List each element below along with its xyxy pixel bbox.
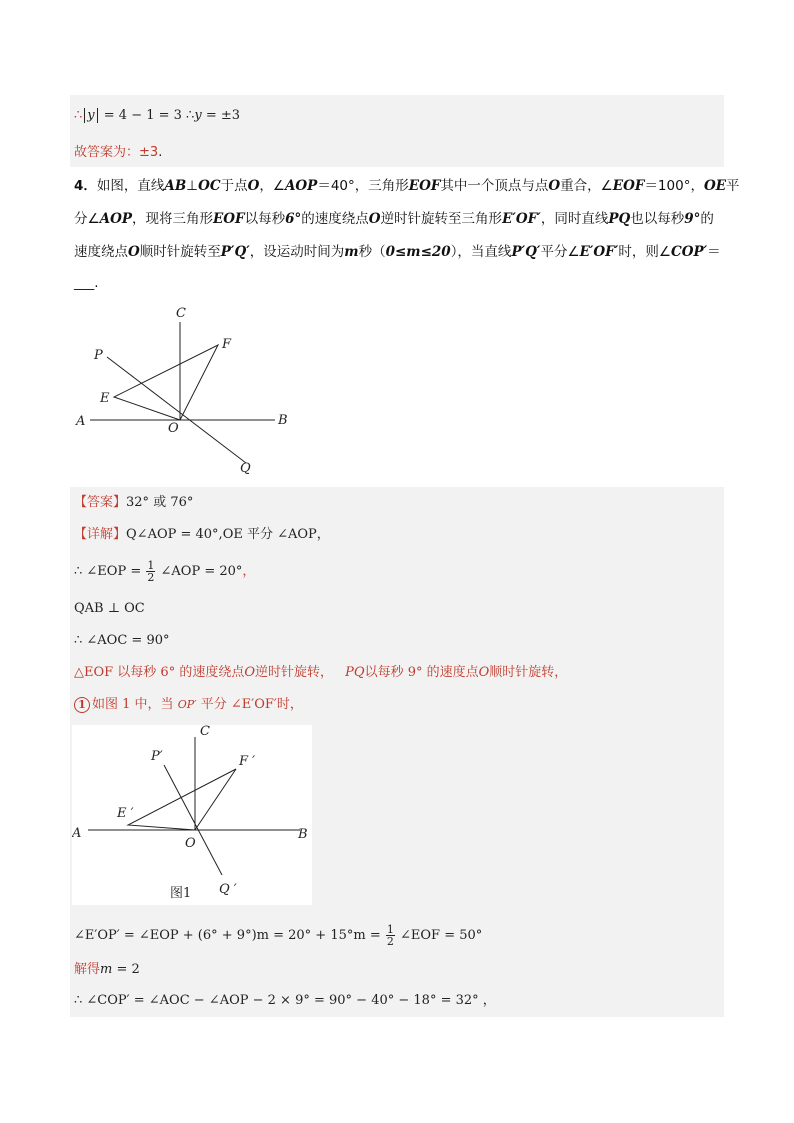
figure-original (70, 300, 300, 480)
solve-value: = 2 (112, 962, 140, 977)
label-b: B (278, 413, 288, 428)
question-math: O (368, 211, 381, 227)
fraction-den: 2 (147, 571, 155, 584)
question-math: COP′ (670, 244, 708, 260)
question-math: EOF (612, 178, 645, 194)
fig1-label-c: C (200, 725, 210, 739)
y-eq: = ±3 (201, 108, 241, 123)
fig1-label-q: Q ′ (219, 882, 237, 897)
line-pq (107, 357, 246, 463)
question-line-1 (74, 178, 740, 194)
label-a: A (76, 414, 86, 429)
step-solve (74, 962, 140, 978)
question-text: 速度绕点 (74, 244, 128, 260)
eop-pre: ∴ ∠EOP = (74, 564, 142, 579)
answer-end: . (158, 145, 163, 160)
question-math: AOP (99, 211, 132, 227)
label-p: P (94, 348, 103, 363)
fraction-num: 1 (147, 559, 155, 572)
case-one-line (74, 697, 303, 713)
step-rotation (74, 665, 567, 681)
rot-pq: PQ (345, 665, 365, 680)
detail-line (74, 527, 330, 543)
question-text: 的速度绕点 (301, 211, 369, 227)
question-math: AOP (284, 178, 318, 194)
rot-b: 逆时针旋转， (255, 665, 334, 680)
step-eop (74, 560, 255, 583)
y-var: y (194, 108, 202, 123)
question-text: 重合，∠ (560, 178, 613, 194)
answer-tag-line (74, 495, 193, 511)
question-text: ，设运动时间为 (249, 244, 345, 260)
step-abs-y (74, 108, 240, 124)
question-math: O (247, 178, 260, 194)
question-math: OC (198, 178, 221, 194)
fig1-line-pq (164, 765, 222, 875)
step-perp: QAB ⊥ OC (74, 601, 145, 616)
fig1-label-p: P′ (151, 749, 163, 764)
detail-text: Q∠AOP = 40°,OE 平分 ∠AOP， (126, 527, 330, 542)
question-text: 时，则∠ (618, 244, 671, 260)
solution-band-top (70, 95, 724, 167)
label-c: C (176, 306, 186, 321)
question-number: 4． (74, 178, 97, 194)
question-text-1 (97, 178, 740, 194)
answer-label: 故答案为： (74, 145, 140, 160)
fig1-label-o: O (185, 836, 196, 851)
eq-frac-den: 2 (386, 935, 394, 948)
question-math: P′Q′ (511, 244, 541, 260)
rot-o2: O (478, 665, 490, 680)
case-number: 1 (74, 697, 90, 713)
answer-values: 32° 或 76° (126, 495, 194, 510)
case-a: 如图 1 中，当 (92, 697, 174, 712)
question-text: 如图，直线 (96, 178, 165, 194)
rot-e: 顺时针旋转， (489, 665, 568, 680)
rot-a: △EOF 以每秒 6° 的速度绕点 (74, 665, 245, 680)
eop-post: ∠AOP = 20° (160, 564, 243, 579)
question-text: 平分∠ (540, 244, 580, 260)
question-math: O (128, 244, 140, 260)
question-text-3 (74, 244, 721, 260)
abs-eq: = 4 − 1 = 3 ∴ (99, 108, 195, 123)
label-f: F (222, 337, 232, 352)
question-text: ＝100°， (644, 178, 704, 194)
answer-value: ±3 (139, 145, 159, 160)
question-math: OE (703, 178, 727, 194)
triangle-eof (114, 345, 218, 420)
question-text: ＝40°，三角形 (317, 178, 409, 194)
question-text: ），当直线 (450, 244, 512, 260)
question-text: ，∠ (259, 178, 285, 194)
question-text: 分∠ (74, 211, 100, 227)
question-math: O (548, 178, 561, 194)
case-op: OP′ (177, 698, 197, 711)
label-e: E (100, 391, 110, 406)
rot-d: 以每秒 9° 的速度点 (364, 665, 479, 680)
rot-o1: O (244, 665, 256, 680)
question-math: 6° (285, 211, 302, 227)
eop-comma: ， (242, 564, 256, 579)
question-math: P′Q′ (220, 244, 250, 260)
question-math: E′OF′ (502, 211, 541, 227)
question-text-2 (74, 211, 714, 227)
question-text: ⊥ (186, 178, 199, 194)
question-text: ，同时直线 (540, 211, 609, 227)
figure-1 (72, 725, 312, 905)
question-text: ＝ (707, 244, 721, 260)
question-math: 9° (684, 211, 701, 227)
question-text: 于点 (220, 178, 248, 194)
step-cop: ∴ ∠COP′ = ∠AOC − ∠AOP − 2 × 9° = 90° − 40° − 18° = 32° ， (74, 993, 496, 1008)
question-text: 逆时针旋转至三角形 (380, 211, 503, 227)
fig1-label-e: E ′ (117, 806, 134, 821)
question-text: 平 (726, 178, 740, 194)
eq-pre: ∠E′OP′ = ∠EOP + (6° + 9°)m = 20° + 15°m = (74, 928, 381, 943)
eq-post: ∠EOF = 50° (400, 928, 483, 943)
question-blank: ___. (74, 275, 99, 291)
question-math: m (344, 244, 359, 260)
solve-label: 解得 (74, 962, 101, 977)
question-text: 顺时针旋转至 (139, 244, 221, 260)
fig1-label-a: A (72, 826, 82, 841)
question-text: 以每秒 (244, 211, 286, 227)
detail-tag: 【详解】 (74, 527, 127, 542)
question-math: E′OF′ (579, 244, 619, 260)
abs-value: y (84, 108, 97, 123)
eq-frac-num: 1 (386, 923, 394, 936)
question-math: EOF (408, 178, 441, 194)
fig1-label-b: B (298, 827, 308, 842)
solve-m: m (100, 962, 113, 977)
fig1-caption: 图1 (170, 886, 192, 901)
eq-fraction (386, 924, 395, 947)
step-equation (74, 924, 482, 947)
label-q: Q (240, 461, 251, 476)
question-math: AB (164, 178, 187, 194)
question-text: 秒（ (358, 244, 386, 260)
question-text: ，现将三角形 (132, 211, 213, 227)
answer-tag: 【答案】 (74, 495, 127, 510)
question-text: 也以每秒 (630, 211, 685, 227)
question-text: 其中一个顶点与点 (440, 178, 549, 194)
therefore-sign: ∴ (74, 108, 83, 123)
case-c: 平分 ∠E′OF′时， (200, 697, 303, 712)
question-math: 0≤m≤20 (385, 244, 451, 260)
answer-line (74, 145, 162, 161)
fraction-half (146, 560, 155, 583)
question-text: 的 (700, 211, 714, 227)
step-aoc: ∴ ∠AOC = 90° (74, 633, 170, 648)
label-o: O (168, 421, 179, 436)
fig1-label-f: F ′ (239, 754, 256, 769)
question-math: PQ (608, 211, 631, 227)
question-math: EOF (213, 211, 245, 227)
